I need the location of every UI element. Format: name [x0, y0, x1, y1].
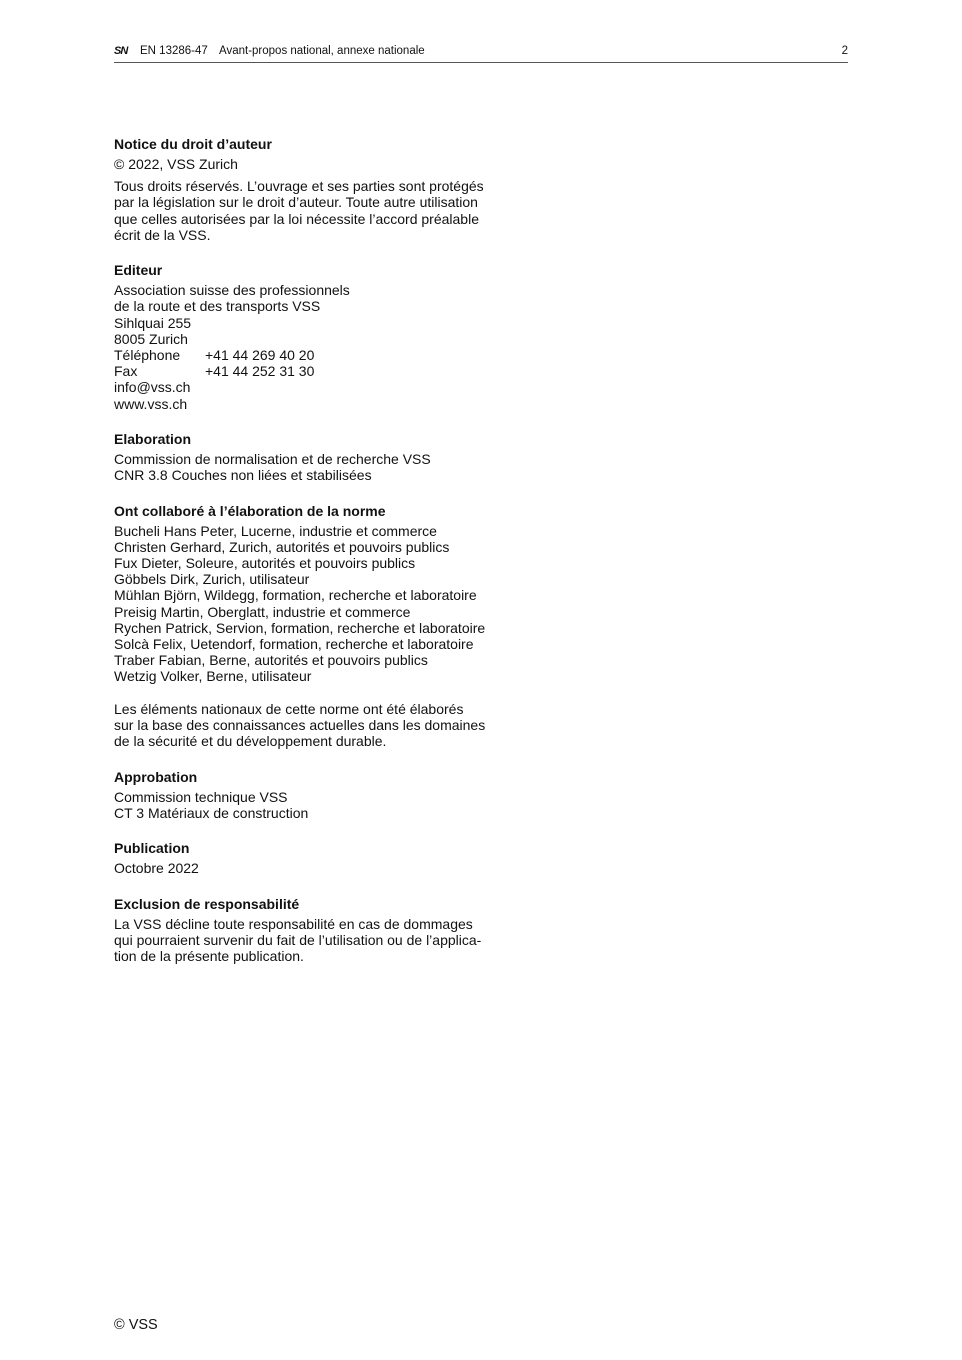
collaborator-name: Wetzig Volker, Berne, utilisateur [114, 668, 312, 685]
page-footer [114, 1316, 158, 1334]
publication-title: Publication [114, 840, 190, 857]
collaborator-name: Preisig Martin, Oberglatt, industrie et commerce [114, 603, 411, 620]
document-title: Avant-propos national, annexe nationale [219, 45, 425, 57]
address-line: Sihlquai 255 [114, 314, 192, 331]
disclaimer-section [114, 893, 514, 965]
collaborator-name: Solcà Felix, Uetendorf, formation, recherche et laboratoire [114, 636, 474, 653]
collaborators-section [114, 500, 514, 750]
note-line: Les éléments nationaux de cette norme ont été élaborés [114, 700, 464, 717]
collaborators-note [114, 701, 514, 750]
editor-section [114, 259, 514, 412]
editor-title: Editeur [114, 262, 163, 279]
page-header [114, 42, 848, 63]
copyright-text-line: écrit de la VSS. [114, 226, 211, 243]
website-address: www.vss.ch [114, 395, 188, 412]
disclaimer-line: La VSS décline toute responsabilité en cas de dommages [114, 915, 473, 932]
approbation-section [114, 766, 514, 821]
elaboration-section [114, 428, 514, 483]
copyright-text [114, 178, 514, 243]
disclaimer-title: Exclusion de responsabilité [114, 895, 300, 912]
copyright-text-line: Tous droits réservés. L’ouvrage et ses parties sont protégés [114, 178, 484, 195]
sn-logo: SN [114, 45, 128, 57]
collaborator-name: Bucheli Hans Peter, Lucerne, industrie et commerce [114, 522, 437, 539]
copyright-line: © 2022, VSS Zurich [114, 156, 238, 172]
main-content [114, 133, 514, 980]
document-id: EN 13286-47 [140, 45, 208, 57]
disclaimer-text [114, 916, 514, 965]
elaboration-title: Elaboration [114, 431, 192, 448]
page-number: 2 [841, 45, 848, 57]
elaboration-line: CNR 3.8 Couches non liées et stabilisées [114, 467, 372, 484]
publication-date: Octobre 2022 [114, 860, 199, 877]
collaborator-name: Mühlan Björn, Wildegg, formation, recherche et laboratoire [114, 587, 477, 604]
collaborator-name: Traber Fabian, Berne, autorités et pouvoirs publics [114, 652, 428, 669]
disclaimer-line: qui pourraient survenir du fait de l’utilisation ou de l’applica- [114, 931, 482, 948]
collaborators-list [114, 523, 514, 685]
address-line: de la route et des transports VSS [114, 298, 321, 315]
phone-label: Téléphone [114, 347, 181, 364]
collaborator-name: Fux Dieter, Soleure, autorités et pouvoirs publics [114, 555, 416, 572]
copyright-text-line: par la législation sur le droit d’auteur. Toute autre utilisation [114, 194, 478, 211]
phone-row [114, 347, 514, 363]
footer-copyright: © VSS [114, 1317, 158, 1333]
approbation-text [114, 789, 514, 821]
copyright-section [114, 133, 514, 243]
collaborator-name: Göbbels Dirk, Zurich, utilisateur [114, 571, 310, 588]
phone-value: +41 44 269 40 20 [205, 347, 315, 364]
editor-address [114, 282, 514, 412]
email-address: info@vss.ch [114, 379, 191, 396]
fax-row [114, 363, 514, 379]
elaboration-line: Commission de normalisation et de recherche VSS [114, 451, 431, 468]
copyright-text-line: que celles autorisées par la loi nécessite l’accord préalable [114, 210, 479, 227]
copyright-title: Notice du droit d’auteur [114, 136, 272, 152]
fax-value: +41 44 252 31 30 [205, 363, 315, 380]
publication-section [114, 837, 514, 876]
approbation-line: Commission technique VSS [114, 788, 288, 805]
collaborator-name: Rychen Patrick, Servion, formation, recherche et laboratoire [114, 619, 486, 636]
disclaimer-line: tion de la présente publication. [114, 948, 304, 965]
approbation-line: CT 3 Matériaux de construction [114, 804, 309, 821]
address-line: 8005 Zurich [114, 330, 188, 347]
collaborator-name: Christen Gerhard, Zurich, autorités et pouvoirs publics [114, 538, 450, 555]
collaborators-title: Ont collaboré à l’élaboration de la norme [114, 502, 386, 519]
note-line: de la sécurité et du développement durable. [114, 733, 387, 750]
fax-label: Fax [114, 363, 138, 380]
elaboration-text [114, 451, 514, 483]
approbation-title: Approbation [114, 768, 198, 785]
note-line: sur la base des connaissances actuelles dans les domaines [114, 717, 486, 734]
address-line: Association suisse des professionnels [114, 282, 350, 299]
